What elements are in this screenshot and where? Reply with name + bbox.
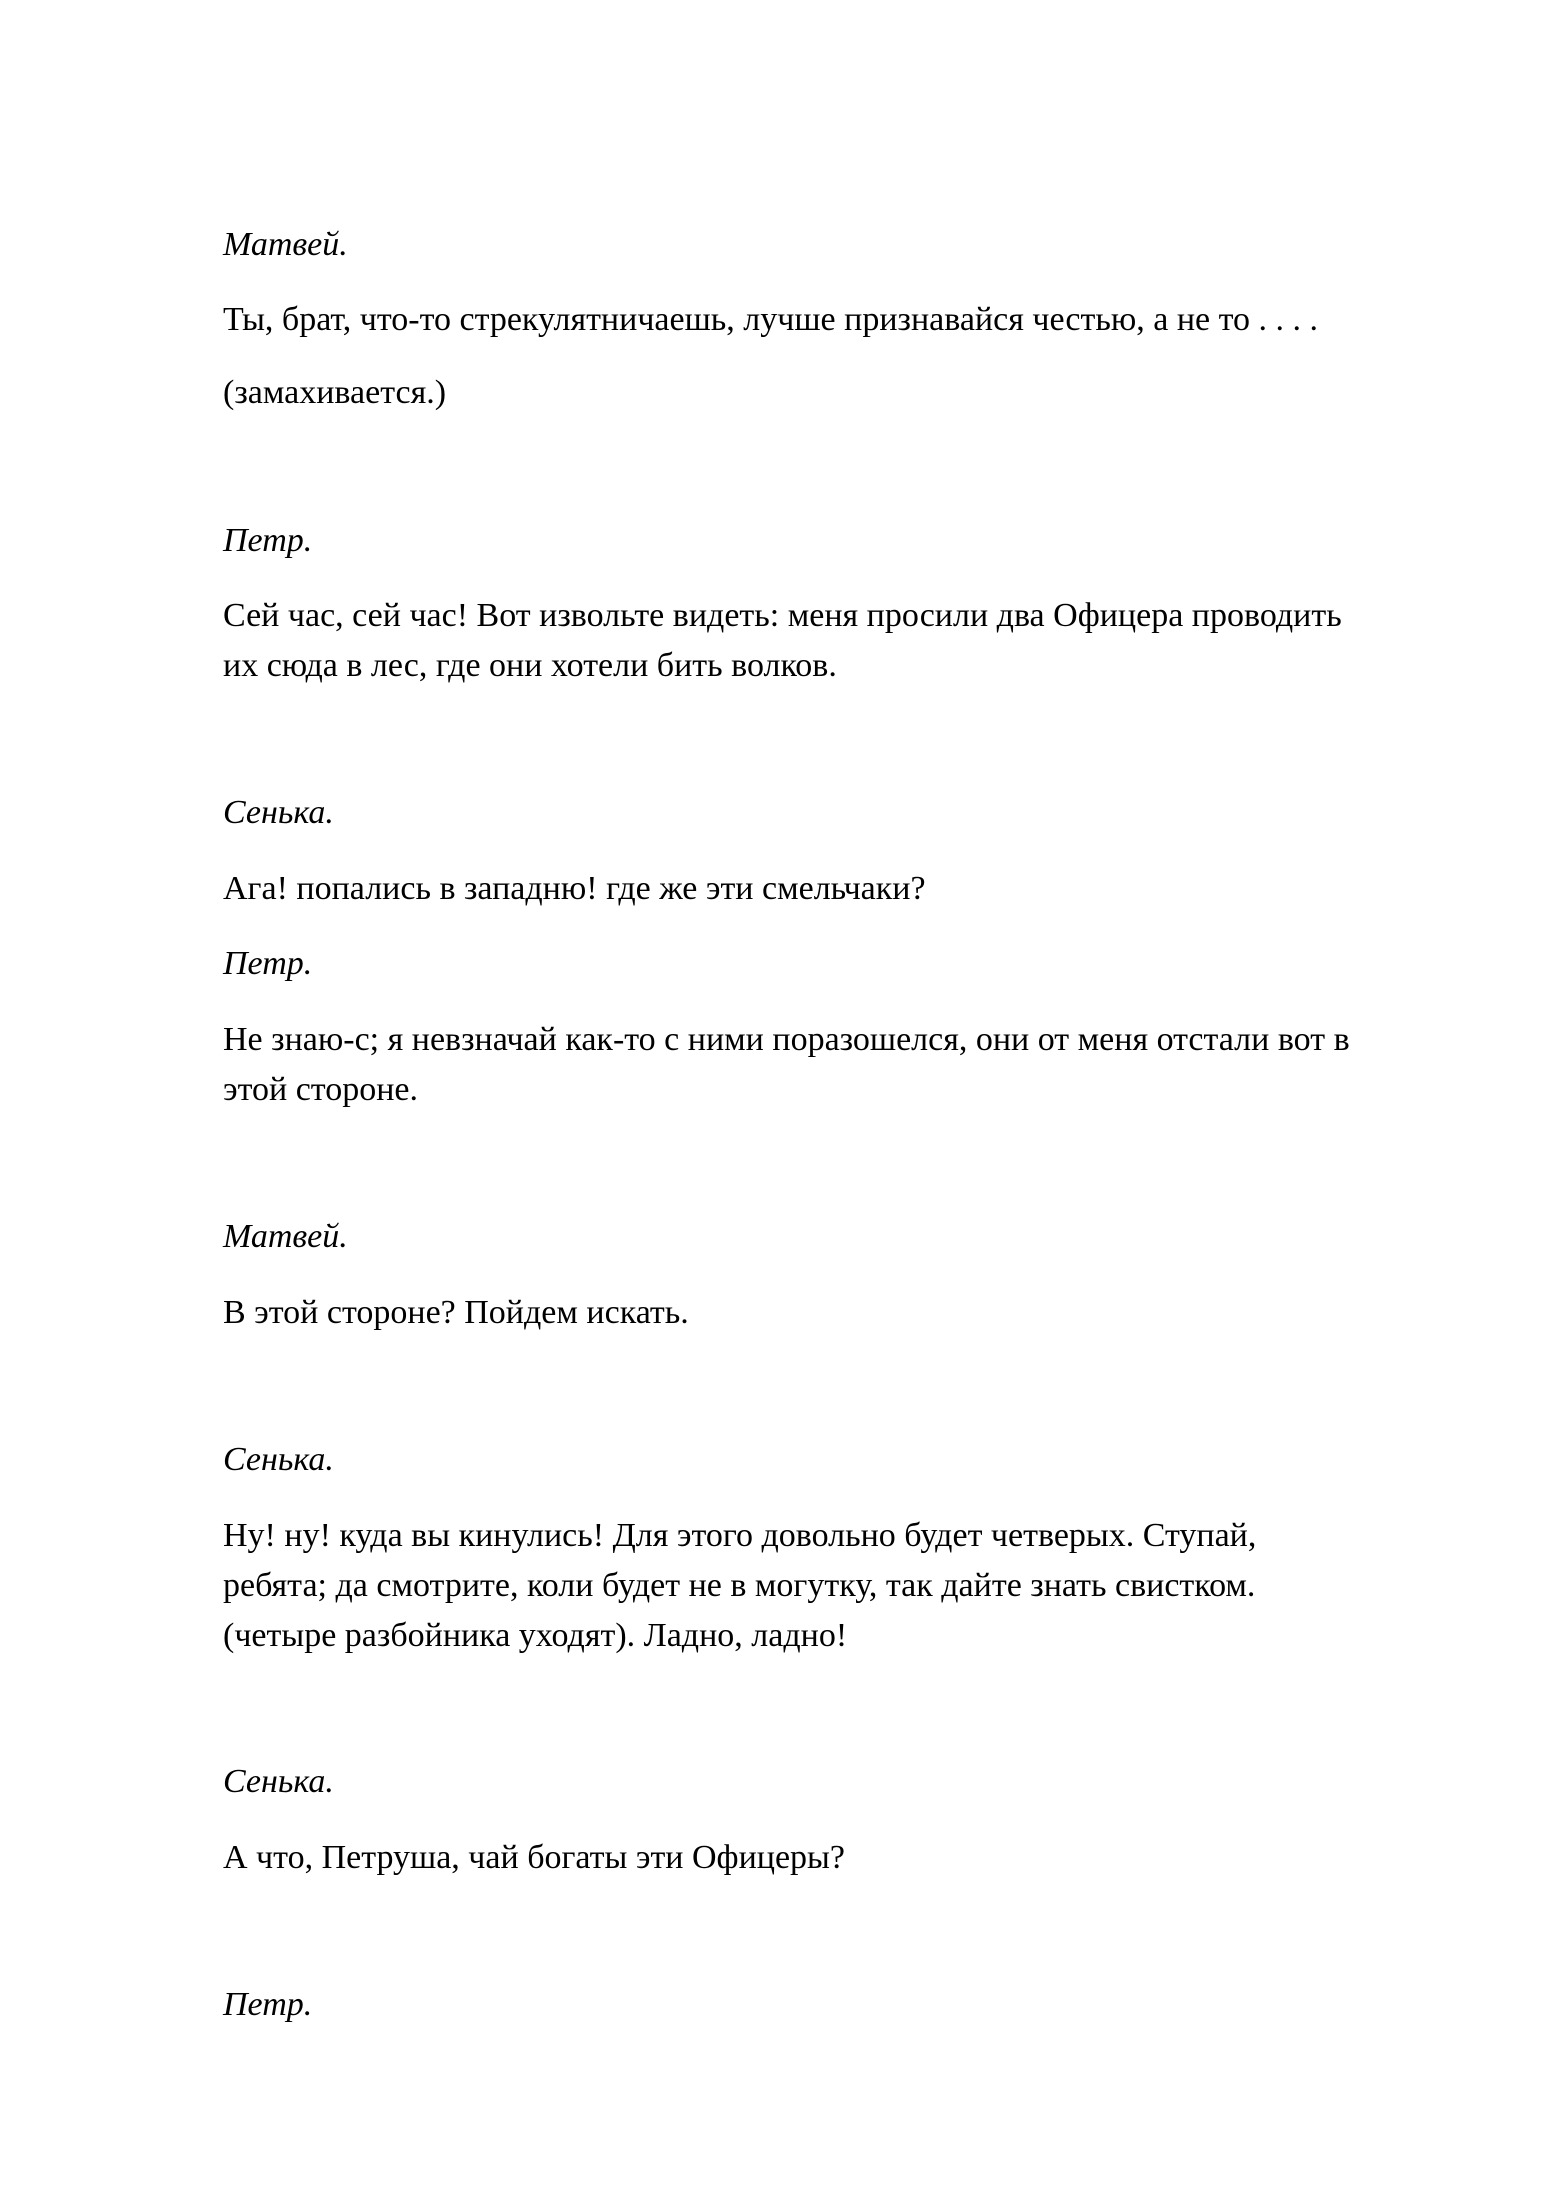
dialogue-line: Не знаю-с; я невзначай как-то с ними поразошелся, они от меня отстали вот в [223, 1021, 1350, 1058]
speaker-name: Сенька. [223, 1763, 334, 1800]
speaker-name: Петр. [223, 522, 313, 559]
speaker-name: Матвей. [223, 1218, 348, 1255]
dialogue-line: их сюда в лес, где они хотели бить волков. [223, 647, 837, 684]
speaker-name: Сенька. [223, 1441, 334, 1478]
dialogue-line: Сей час, сей час! Вот извольте видеть: меня просили два Офицера проводить [223, 597, 1342, 634]
speaker-name: Матвей. [223, 226, 348, 263]
dialogue-line: Ну! ну! куда вы кинулись! Для этого довольно будет четверых. Ступай, [223, 1517, 1257, 1554]
dialogue-line: (четыре разбойника уходят). Ладно, ладно! [223, 1617, 848, 1654]
dialogue-line: этой стороне. [223, 1071, 418, 1108]
dialogue-line: Ты, брат, что-то стрекулятничаешь, лучше признавайся честью, а не то . . . . [223, 301, 1319, 338]
speaker-name: Петр. [223, 1986, 313, 2023]
dialogue-line: В этой стороне? Пойдем искать. [223, 1294, 689, 1331]
speaker-name: Петр. [223, 945, 313, 982]
speaker-name: Сенька. [223, 794, 334, 831]
stage-direction: (замахивается.) [223, 374, 447, 411]
dialogue-line: А что, Петруша, чай богаты эти Офицеры? [223, 1839, 845, 1876]
dialogue-line: ребята; да смотрите, коли будет не в могутку, так дайте знать свистком. [223, 1567, 1256, 1604]
dialogue-line: Ага! попались в западню! где же эти смельчаки? [223, 870, 926, 907]
